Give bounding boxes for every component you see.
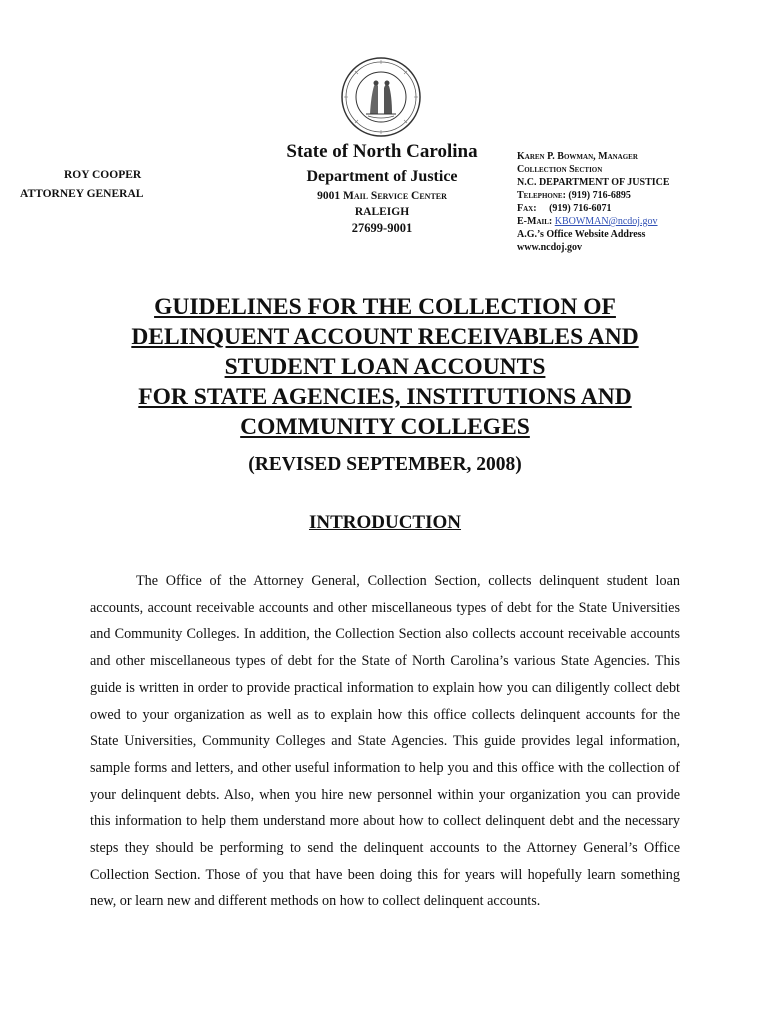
fax-label: Fax: — [517, 203, 537, 214]
center-header — [262, 140, 502, 236]
website-label: A.G.’s Office Website Address — [517, 229, 646, 240]
attorney-general-title: ATTORNEY GENERAL — [20, 188, 144, 200]
nc-seal-icon — [340, 56, 422, 138]
section-name: Collection Section — [517, 164, 603, 175]
email-label: E-Mail: — [517, 216, 553, 227]
telephone-label: Telephone: — [517, 190, 566, 201]
body-paragraph: The Office of the Attorney General, Collection Section, collects delinquent student loan accounts, account receivable accounts and other miscellaneous types of debt for the State Universities and Community Colleges. In addition, the Collection Section also collects account receivable accounts and other miscellaneous types of debt for the State of North Carolina’s various State Agencies. This guide is written in order to provide practical information to explain how you can diligently collect debt owed to your organization as well as to explain how this office collects delinquent accounts for the State Universities, Community Colleges and State Agencies. This guide provides legal information, sample forms and letters, and other useful information to help you and this office with the collection of your delinquent debts. Also, when you hire new personnel within your organization you can provide this information to help them understand more about how to collect delinquent debt and the necessary steps they should be performing to send the delinquent accounts to the Attorney General’s Office Collection Section. Those of you that have been doing this for years will hopefully learn something new, or learn new and different methods on how to collect delinquent accounts. — [90, 573, 680, 910]
title-line: STUDENT LOAN ACCOUNTS — [224, 354, 546, 380]
section-heading: INTRODUCTION — [308, 512, 462, 533]
left-header — [20, 166, 220, 204]
email-link[interactable]: KBOWMAN@ncdoj.gov — [554, 216, 658, 227]
department-line: N.C. DEPARTMENT OF JUSTICE — [517, 177, 670, 188]
website-url: www.ncdoj.gov — [517, 242, 583, 253]
title-line: FOR STATE AGENCIES, INSTITUTIONS AND — [138, 384, 632, 410]
title-line: COMMUNITY COLLEGES — [240, 414, 530, 440]
revision-date: (REVISED SEPTEMBER, 2008) — [248, 454, 522, 475]
telephone-line — [517, 189, 762, 202]
right-header — [517, 150, 762, 254]
email-line — [517, 215, 762, 228]
document-title — [40, 292, 730, 442]
telephone-number: (919) 716-6895 — [568, 190, 631, 201]
city: RALEIGH — [354, 206, 410, 218]
title-line: DELINQUENT ACCOUNT RECEIVABLES AND — [131, 324, 639, 350]
attorney-general-name: ROY COOPER — [64, 169, 142, 181]
fax-number: (919) 716-6071 — [549, 203, 612, 214]
department-name: Department of Justice — [306, 168, 458, 185]
title-line: GUIDELINES FOR THE COLLECTION OF — [154, 294, 616, 320]
fax-line — [517, 202, 762, 215]
zip-code: 27699-9001 — [351, 221, 413, 235]
state-name: State of North Carolina — [286, 141, 478, 162]
mail-address: 9001 Mail Service Center — [317, 190, 447, 202]
manager-name: Karen P. Bowman, Manager — [517, 151, 638, 162]
